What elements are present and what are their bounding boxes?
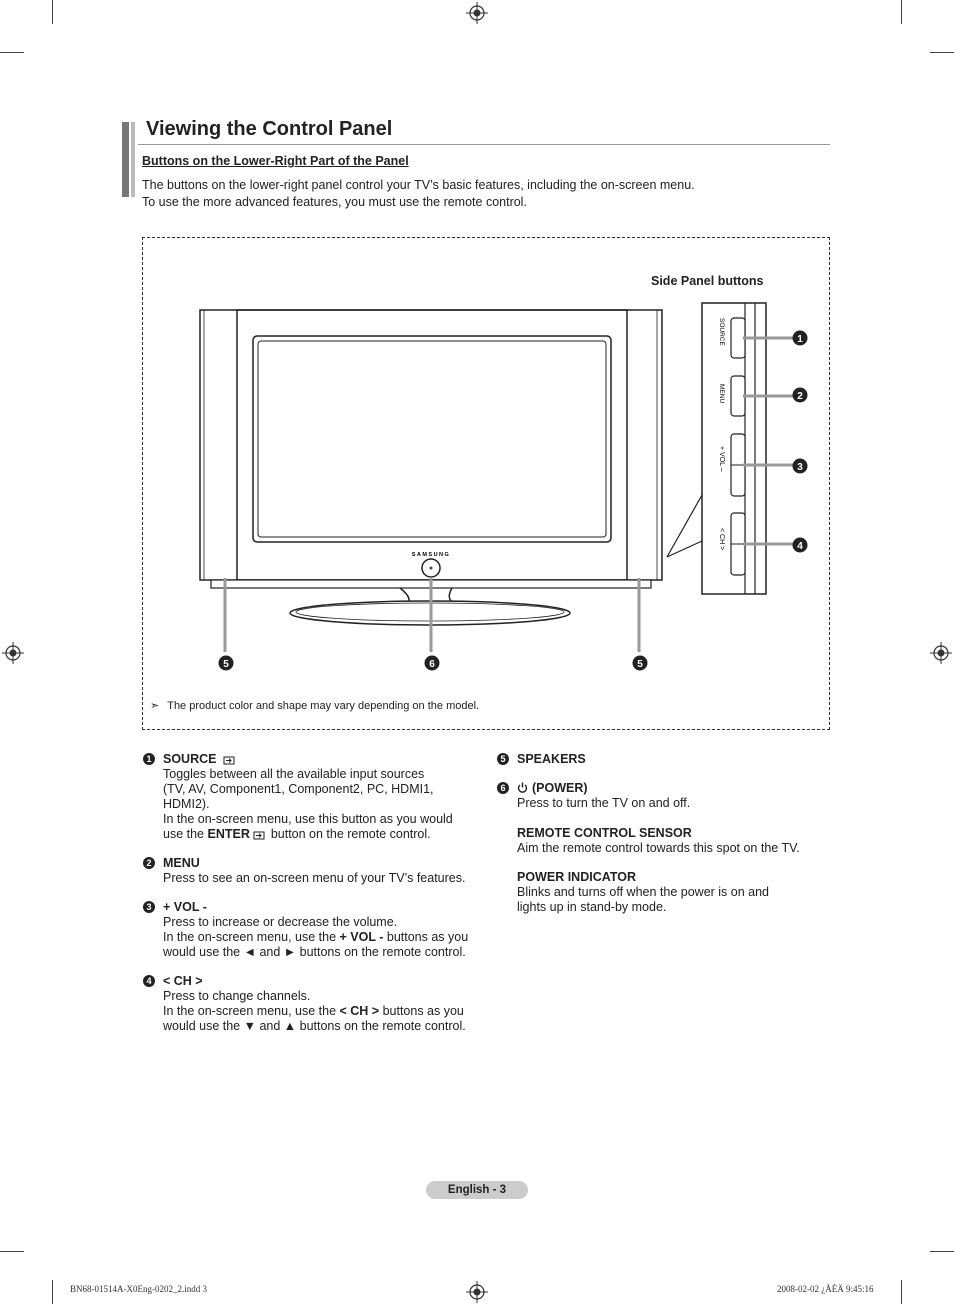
item-menu	[143, 856, 483, 886]
source-label: SOURCE	[718, 318, 725, 346]
item-text-bold: ENTER	[207, 827, 250, 841]
item-text: (TV, AV, Component1, Component2, PC, HDMI1,	[163, 782, 434, 796]
crop-mark	[52, 0, 53, 24]
crop-mark	[901, 1280, 902, 1304]
item-text: buttons as you	[383, 930, 469, 944]
item-head: REMOTE CONTROL SENSOR	[517, 826, 692, 840]
crop-mark	[0, 52, 24, 53]
item-text: In the on-screen menu, use the	[163, 930, 340, 944]
page-title: Viewing the Control Panel	[146, 118, 393, 140]
item-head: MENU	[163, 856, 200, 870]
enter-icon	[253, 830, 267, 840]
vol-label: + VOL –	[718, 446, 725, 472]
item-text: Aim the remote control towards this spot on the TV.	[517, 841, 800, 855]
note-arrow-icon: ➣	[150, 700, 160, 712]
item-head: SPEAKERS	[517, 752, 586, 766]
item-speakers	[497, 752, 817, 767]
callout-4: 4	[797, 541, 803, 552]
note-text: The product color and shape may vary depending on the model.	[167, 700, 480, 712]
item-text-bold: < CH >	[339, 1004, 380, 1018]
brand-logo: SAMSUNG	[411, 552, 451, 558]
item-text: lights up in stand-by mode.	[517, 900, 667, 914]
item-text: button on the remote control.	[267, 827, 431, 841]
menu-label: MENU	[718, 384, 725, 404]
callout-5-right: 5	[637, 659, 643, 670]
section-bar	[131, 122, 135, 197]
intro-text	[142, 177, 695, 211]
title-rule	[138, 144, 830, 145]
subheading: Buttons on the Lower-Right Part of the Panel	[142, 154, 409, 168]
page-number: English - 3	[426, 1181, 528, 1199]
crop-mark	[52, 1280, 53, 1304]
item-text: HDMI2).	[163, 797, 210, 811]
item-vol	[143, 900, 483, 960]
registration-mark-icon	[2, 642, 24, 664]
section-bar	[122, 122, 129, 197]
slug-date: 2008-02-02 ¿ÀÈÄ 9:45:16	[777, 1284, 874, 1294]
callout-6: 6	[429, 659, 435, 670]
item-head: < CH >	[163, 974, 203, 988]
item-text: buttons as you	[379, 1004, 464, 1018]
item-ch	[143, 974, 483, 1034]
item-text: Press to increase or decrease the volume.	[163, 915, 398, 929]
crop-mark	[901, 0, 902, 24]
item-power	[497, 781, 817, 811]
registration-mark-icon	[930, 642, 952, 664]
power-icon	[517, 782, 528, 793]
item-source	[143, 752, 483, 842]
slug-file: BN68-01514A-X0Eng-0202_2.indd 3	[70, 1284, 207, 1294]
crop-mark	[930, 52, 954, 53]
item-indicator	[497, 870, 817, 915]
callout-5-left: 5	[223, 659, 229, 670]
item-head: + VOL -	[163, 900, 207, 914]
item-text: would use the ▼ and ▲ buttons on the remote control.	[163, 1019, 466, 1033]
badge-5: 5	[497, 753, 509, 765]
item-text: Press to change channels.	[163, 989, 311, 1003]
item-head: POWER INDICATOR	[517, 870, 636, 884]
badge-1: 1	[143, 753, 155, 765]
crop-mark	[0, 1251, 24, 1252]
item-text: would use the ◄ and ► buttons on the remote control.	[163, 945, 466, 959]
badge-3: 3	[143, 901, 155, 913]
source-input-icon	[223, 755, 237, 765]
item-text: Press to see an on-screen menu of your TV’s features.	[163, 871, 466, 885]
callout-2: 2	[797, 391, 803, 402]
item-text: Blinks and turns off when the power is on and	[517, 885, 770, 899]
badge-4: 4	[143, 975, 155, 987]
callout-1: 1	[797, 334, 803, 345]
callout-3: 3	[797, 462, 803, 473]
item-text: Press to turn the TV on and off.	[517, 796, 691, 810]
item-head: SOURCE	[163, 752, 217, 766]
registration-mark-icon	[466, 1281, 488, 1303]
badge-2: 2	[143, 857, 155, 869]
item-text: use the	[163, 827, 208, 841]
item-text: In the on-screen menu, use this button as you would	[163, 812, 453, 826]
figure-note	[150, 699, 479, 712]
registration-mark-icon	[466, 2, 488, 24]
item-text-bold: + VOL -	[339, 930, 384, 944]
item-text: In the on-screen menu, use the	[163, 1004, 340, 1018]
item-text: Toggles between all the available input sources	[163, 767, 425, 781]
badge-6: 6	[497, 782, 509, 794]
item-sensor	[497, 826, 817, 856]
intro-line: To use the more advanced features, you must use the remote control.	[142, 195, 527, 209]
ch-label: < CH >	[718, 528, 725, 551]
item-head: (POWER)	[532, 781, 588, 795]
tv-illustration	[190, 300, 820, 680]
intro-line: The buttons on the lower-right panel control your TV’s basic features, including the on-screen menu.	[142, 178, 695, 192]
side-panel-label: Side Panel buttons	[651, 274, 764, 288]
crop-mark	[930, 1251, 954, 1252]
